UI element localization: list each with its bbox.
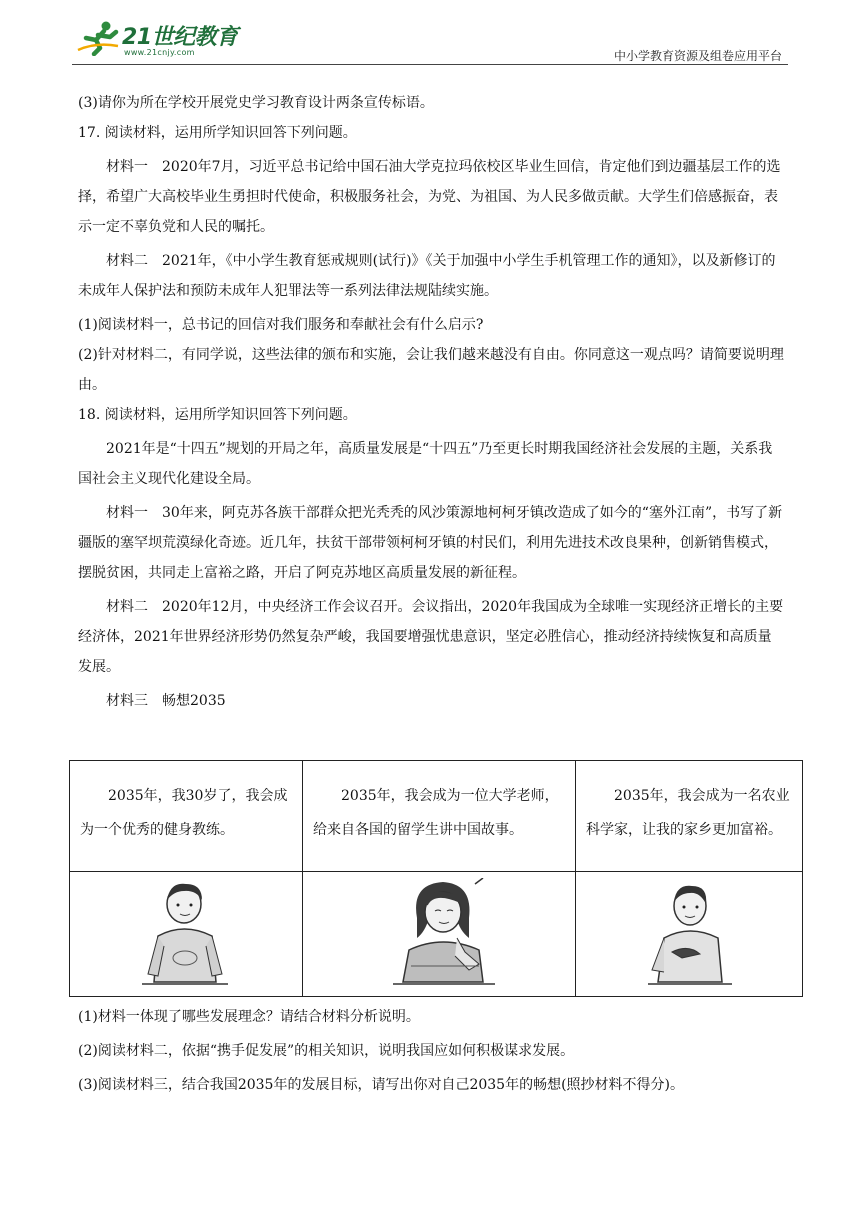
q17-material2: 材料二 2021年，《中小学生教育惩戒规则(试行)》《关于加强中小学生手机管理工作的通知》，以及新修订的未成年人保护法和预防未成年人犯罪法等一系列法律法规陆续实施。 — [78, 253, 776, 299]
table-cell — [576, 761, 803, 872]
page-header — [72, 14, 788, 64]
site-logo — [72, 18, 252, 60]
q18-intro: 2021年是“十四五”规划的开局之年，高质量发展是“十四五”乃至更长时期我国经济社会发展的主题，关系我国社会主义现代化建设全局。 — [78, 441, 773, 487]
q18-stem: 18. 阅读材料，运用所学知识回答下列问题。 — [78, 407, 357, 423]
table-cell — [70, 872, 303, 997]
table-cell — [576, 872, 803, 997]
platform-name: 中小学教育资源及组卷应用平台 — [613, 49, 782, 63]
runner-logo-icon — [76, 20, 120, 56]
material3-table — [69, 760, 803, 997]
q18-question2: (2)阅读材料二，依据“携手促发展”的相关知识，说明我国应如何积极谋求发展。 — [78, 1043, 575, 1059]
question-content — [78, 88, 784, 716]
q17-question1: (1)阅读材料一，总书记的回信对我们服务和奉献社会有什么启示? — [78, 317, 484, 333]
dream-text-2: 2035年，我会成为一位大学老师，给来自各国的留学生讲中国故事。 — [313, 788, 559, 838]
dream-text-3: 2035年，我会成为一名农业科学家，让我的家乡更加富裕。 — [586, 788, 790, 838]
logo-text: 21世纪教育 — [122, 25, 238, 50]
q16-part3: (3)请你为所在学校开展党史学习教育设计两条宣传标语。 — [78, 95, 434, 111]
boy-illustration-2 — [642, 878, 738, 990]
table-row — [70, 761, 803, 872]
table-cell — [70, 761, 303, 872]
q17-material1: 材料一 2020年7月，习近平总书记给中国石油大学克拉玛依校区毕业生回信，肯定他们到边疆基层工作的选择，希望广大高校毕业生勇担时代使命，积极服务社会，为党、为祖国、为人民多做贡献。大学生们倍感振奋，表示一定不辜负党和人民的嘱托。 — [78, 159, 781, 235]
q18-question1: (1)材料一体现了哪些发展理念？请结合材料分析说明。 — [78, 1009, 420, 1025]
boy-illustration-1 — [140, 878, 230, 990]
header-divider — [72, 64, 788, 65]
q17-stem: 17. 阅读材料，运用所学知识回答下列问题。 — [78, 125, 357, 141]
q18-question3: (3)阅读材料三，结合我国2035年的发展目标，请写出你对自己2035年的畅想(照抄材料不得分)。 — [78, 1077, 685, 1093]
logo-url: www.21cnjy.com — [124, 48, 195, 57]
girl-illustration — [389, 878, 499, 990]
table-row — [70, 872, 803, 997]
dream-text-1: 2035年，我30岁了，我会成为一个优秀的健身教练。 — [80, 788, 288, 838]
q18-material3-title: 材料三 畅想2035 — [106, 693, 226, 709]
table-cell — [303, 761, 576, 872]
q18-material1: 材料一 30年来，阿克苏各族干部群众把光秃秃的风沙策源地柯柯牙镇改造成了如今的“塞外江南”，书写了新疆版的塞罕坝荒漠绿化奇迹。近几年，扶贫干部带领柯柯牙镇的村民们，利用先进技术改良果种，创新销售模式，摆脱贫困，共同走上富裕之路，开启了阿克苏地区高质量发展的新征程。 — [78, 505, 783, 581]
q18-questions — [78, 1000, 784, 1102]
table-cell — [303, 872, 576, 997]
q17-question2: (2)针对材料二，有同学说，这些法律的颁布和实施，会让我们越来越没有自由。你同意这一观点吗？请简要说明理由。 — [78, 347, 784, 393]
q18-material2: 材料二 2020年12月，中央经济工作会议召开。会议指出，2020年我国成为全球唯一实现经济正增长的主要经济体，2021年世界经济形势仍然复杂严峻，我国要增强忧患意识，坚定必胜信心，推动经济持续恢复和高质量发展。 — [78, 599, 784, 675]
